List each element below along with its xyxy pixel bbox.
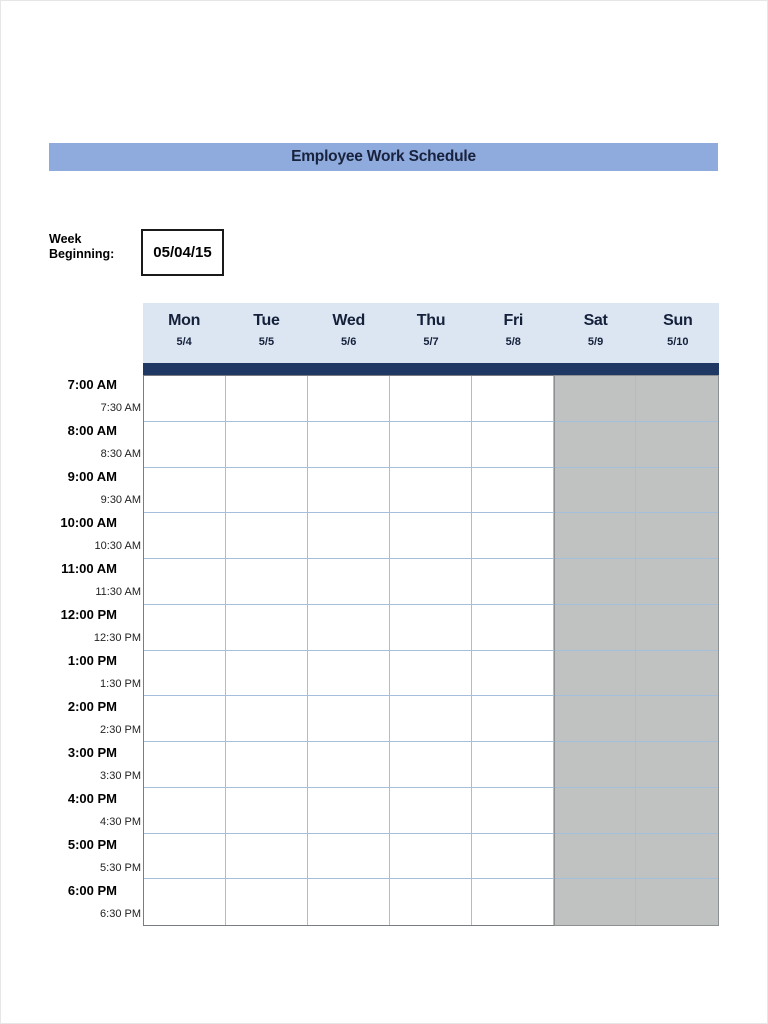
schedule-cell-tue-500pm[interactable] [226, 834, 308, 880]
schedule-cell-fri-1100am[interactable] [472, 559, 554, 605]
day-name: Mon [168, 312, 201, 329]
schedule-cell-mon-800am[interactable] [144, 422, 226, 468]
schedule-cell-wed-100pm[interactable] [308, 651, 390, 697]
schedule-cell-wed-800am[interactable] [308, 422, 390, 468]
time-label-7-30-am: 7:30 AM [100, 401, 141, 414]
day-date: 5/10 [667, 336, 689, 348]
schedule-cell-fri-1000am[interactable] [472, 513, 554, 559]
schedule-cell-thu-1200pm[interactable] [390, 605, 472, 651]
schedule-cell-mon-100pm[interactable] [144, 651, 226, 697]
schedule-grid [143, 375, 719, 926]
time-label-6-30-pm: 6:30 PM [100, 907, 141, 920]
schedule-cell-sun-1000am[interactable] [636, 513, 718, 559]
schedule-cell-tue-300pm[interactable] [226, 742, 308, 788]
day-name: Fri [503, 312, 524, 329]
schedule-cell-wed-600pm[interactable] [308, 879, 390, 925]
schedule-cell-mon-1000am[interactable] [144, 513, 226, 559]
schedule-cell-fri-900am[interactable] [472, 468, 554, 514]
schedule-cell-sat-500pm[interactable] [554, 834, 636, 880]
schedule-cell-fri-500pm[interactable] [472, 834, 554, 880]
schedule-cell-fri-200pm[interactable] [472, 696, 554, 742]
schedule-cell-mon-600pm[interactable] [144, 879, 226, 925]
schedule-cell-wed-300pm[interactable] [308, 742, 390, 788]
header-divider-bar [143, 363, 719, 375]
schedule-cell-sun-700am[interactable] [636, 376, 718, 422]
day-name: Sun [663, 312, 693, 329]
day-date: 5/6 [341, 336, 357, 348]
schedule-cell-tue-1100am[interactable] [226, 559, 308, 605]
time-label-1-30-pm: 1:30 PM [100, 677, 141, 690]
schedule-cell-wed-1100am[interactable] [308, 559, 390, 605]
schedule-cell-fri-300pm[interactable] [472, 742, 554, 788]
schedule-cell-mon-900am[interactable] [144, 468, 226, 514]
schedule-cell-fri-800am[interactable] [472, 422, 554, 468]
day-date: 5/4 [176, 336, 192, 348]
schedule-cell-sun-500pm[interactable] [636, 834, 718, 880]
schedule-cell-wed-200pm[interactable] [308, 696, 390, 742]
time-label-12-00-pm: 12:00 PM [60, 607, 117, 622]
day-name: Sat [583, 312, 608, 329]
week-date-value: 05/04/15 [153, 244, 212, 261]
schedule-cell-sat-700am[interactable] [554, 376, 636, 422]
time-label-2-30-pm: 2:30 PM [100, 723, 141, 736]
time-label-2-00-pm: 2:00 PM [67, 699, 117, 714]
week-beginning-label [49, 232, 114, 261]
schedule-cell-mon-300pm[interactable] [144, 742, 226, 788]
schedule-cell-wed-700am[interactable] [308, 376, 390, 422]
schedule-cell-mon-700am[interactable] [144, 376, 226, 422]
schedule-cell-wed-900am[interactable] [308, 468, 390, 514]
schedule-cell-thu-400pm[interactable] [390, 788, 472, 834]
day-header-mon [143, 303, 225, 363]
time-label-4-00-pm: 4:00 PM [67, 791, 117, 806]
schedule-cell-sun-1200pm[interactable] [636, 605, 718, 651]
day-date: 5/8 [505, 336, 521, 348]
schedule-cell-sat-900am[interactable] [554, 468, 636, 514]
schedule-cell-sun-400pm[interactable] [636, 788, 718, 834]
schedule-cell-sat-600pm[interactable] [554, 879, 636, 925]
title-bar [49, 143, 718, 171]
day-date: 5/9 [587, 336, 604, 348]
schedule-cell-sun-1100am[interactable] [636, 559, 718, 605]
schedule-cell-mon-200pm[interactable] [144, 696, 226, 742]
schedule-cell-thu-1000am[interactable] [390, 513, 472, 559]
schedule-cell-wed-1000am[interactable] [308, 513, 390, 559]
schedule-cell-thu-600pm[interactable] [390, 879, 472, 925]
schedule-cell-tue-900am[interactable] [226, 468, 308, 514]
day-header-tue [225, 303, 307, 363]
schedule-cell-thu-900am[interactable] [390, 468, 472, 514]
day-name: Thu [416, 312, 446, 329]
week-beginning-label-line1: Week [49, 232, 82, 246]
schedule-cell-thu-1100am[interactable] [390, 559, 472, 605]
schedule-cell-thu-300pm[interactable] [390, 742, 472, 788]
schedule-cell-sun-300pm[interactable] [636, 742, 718, 788]
schedule-cell-sat-100pm[interactable] [554, 651, 636, 697]
time-label-5-00-pm: 5:00 PM [67, 837, 117, 852]
schedule-cell-fri-700am[interactable] [472, 376, 554, 422]
schedule-cell-mon-500pm[interactable] [144, 834, 226, 880]
week-beginning-label-line2: Beginning: [49, 246, 115, 261]
schedule-cell-tue-700am[interactable] [226, 376, 308, 422]
schedule-cell-sat-200pm[interactable] [554, 696, 636, 742]
day-date: 5/5 [258, 336, 275, 348]
time-label-7-00-am: 7:00 AM [67, 377, 117, 392]
schedule-cell-thu-800am[interactable] [390, 422, 472, 468]
time-label-1-00-pm: 1:00 PM [67, 653, 117, 668]
time-label-10-00-am: 10:00 AM [60, 515, 117, 530]
schedule-cell-wed-400pm[interactable] [308, 788, 390, 834]
schedule-cell-mon-1200pm[interactable] [144, 605, 226, 651]
time-label-5-30-pm: 5:30 PM [100, 861, 141, 874]
schedule-cell-thu-500pm[interactable] [390, 834, 472, 880]
schedule-cell-wed-1200pm[interactable] [308, 605, 390, 651]
time-label-12-30-pm: 12:30 PM [93, 631, 141, 644]
schedule-cell-sat-1100am[interactable] [554, 559, 636, 605]
schedule-cell-tue-600pm[interactable] [226, 879, 308, 925]
time-label-4-30-pm: 4:30 PM [100, 815, 141, 828]
time-label-8-00-am: 8:00 AM [67, 423, 117, 438]
schedule-cell-sat-1200pm[interactable] [554, 605, 636, 651]
day-header-sat [554, 303, 636, 363]
time-label-9-30-am: 9:30 AM [100, 493, 141, 506]
schedule-cell-sat-1000am[interactable] [554, 513, 636, 559]
schedule-cell-tue-100pm[interactable] [226, 651, 308, 697]
time-label-6-00-pm: 6:00 PM [67, 883, 117, 898]
schedule-cell-sun-100pm[interactable] [636, 651, 718, 697]
schedule-cell-sun-200pm[interactable] [636, 696, 718, 742]
schedule-cell-sat-400pm[interactable] [554, 788, 636, 834]
day-header-fri [472, 303, 554, 363]
day-header-thu [390, 303, 472, 363]
schedule-cell-fri-1200pm[interactable] [472, 605, 554, 651]
schedule-cell-mon-400pm[interactable] [144, 788, 226, 834]
schedule-cell-tue-400pm[interactable] [226, 788, 308, 834]
time-label-11-00-am: 11:00 AM [61, 561, 117, 576]
schedule-cell-thu-200pm[interactable] [390, 696, 472, 742]
schedule-cell-thu-100pm[interactable] [390, 651, 472, 697]
schedule-cell-tue-1000am[interactable] [226, 513, 308, 559]
schedule-cell-fri-600pm[interactable] [472, 879, 554, 925]
day-header-sun [637, 303, 719, 363]
schedule-cell-sat-300pm[interactable] [554, 742, 636, 788]
day-name: Tue [253, 312, 280, 329]
schedule-cell-tue-200pm[interactable] [226, 696, 308, 742]
time-label-9-00-am: 9:00 AM [67, 469, 117, 484]
time-label-11-30-am: 11:30 AM [95, 585, 141, 598]
schedule-cell-sun-600pm[interactable] [636, 879, 718, 925]
schedule-cell-sun-800am[interactable] [636, 422, 718, 468]
time-labels-column [1, 373, 142, 925]
time-label-8-30-am: 8:30 AM [100, 447, 141, 460]
schedule-cell-sun-900am[interactable] [636, 468, 718, 514]
schedule-cell-sat-800am[interactable] [554, 422, 636, 468]
schedule-cell-fri-100pm[interactable] [472, 651, 554, 697]
schedule-cell-fri-400pm[interactable] [472, 788, 554, 834]
schedule-day-header [143, 303, 719, 363]
page-title: Employee Work Schedule [291, 148, 476, 165]
schedule-cell-tue-1200pm[interactable] [226, 605, 308, 651]
schedule-cell-thu-700am[interactable] [390, 376, 472, 422]
schedule-cell-tue-800am[interactable] [226, 422, 308, 468]
schedule-cell-mon-1100am[interactable] [144, 559, 226, 605]
day-header-wed [308, 303, 390, 363]
day-name: Wed [332, 312, 365, 329]
schedule-cell-wed-500pm[interactable] [308, 834, 390, 880]
time-label-3-00-pm: 3:00 PM [67, 745, 117, 760]
time-label-3-30-pm: 3:30 PM [100, 769, 141, 782]
day-date: 5/7 [423, 336, 439, 348]
week-date-input[interactable] [141, 229, 224, 276]
time-label-10-30-am: 10:30 AM [94, 539, 141, 552]
